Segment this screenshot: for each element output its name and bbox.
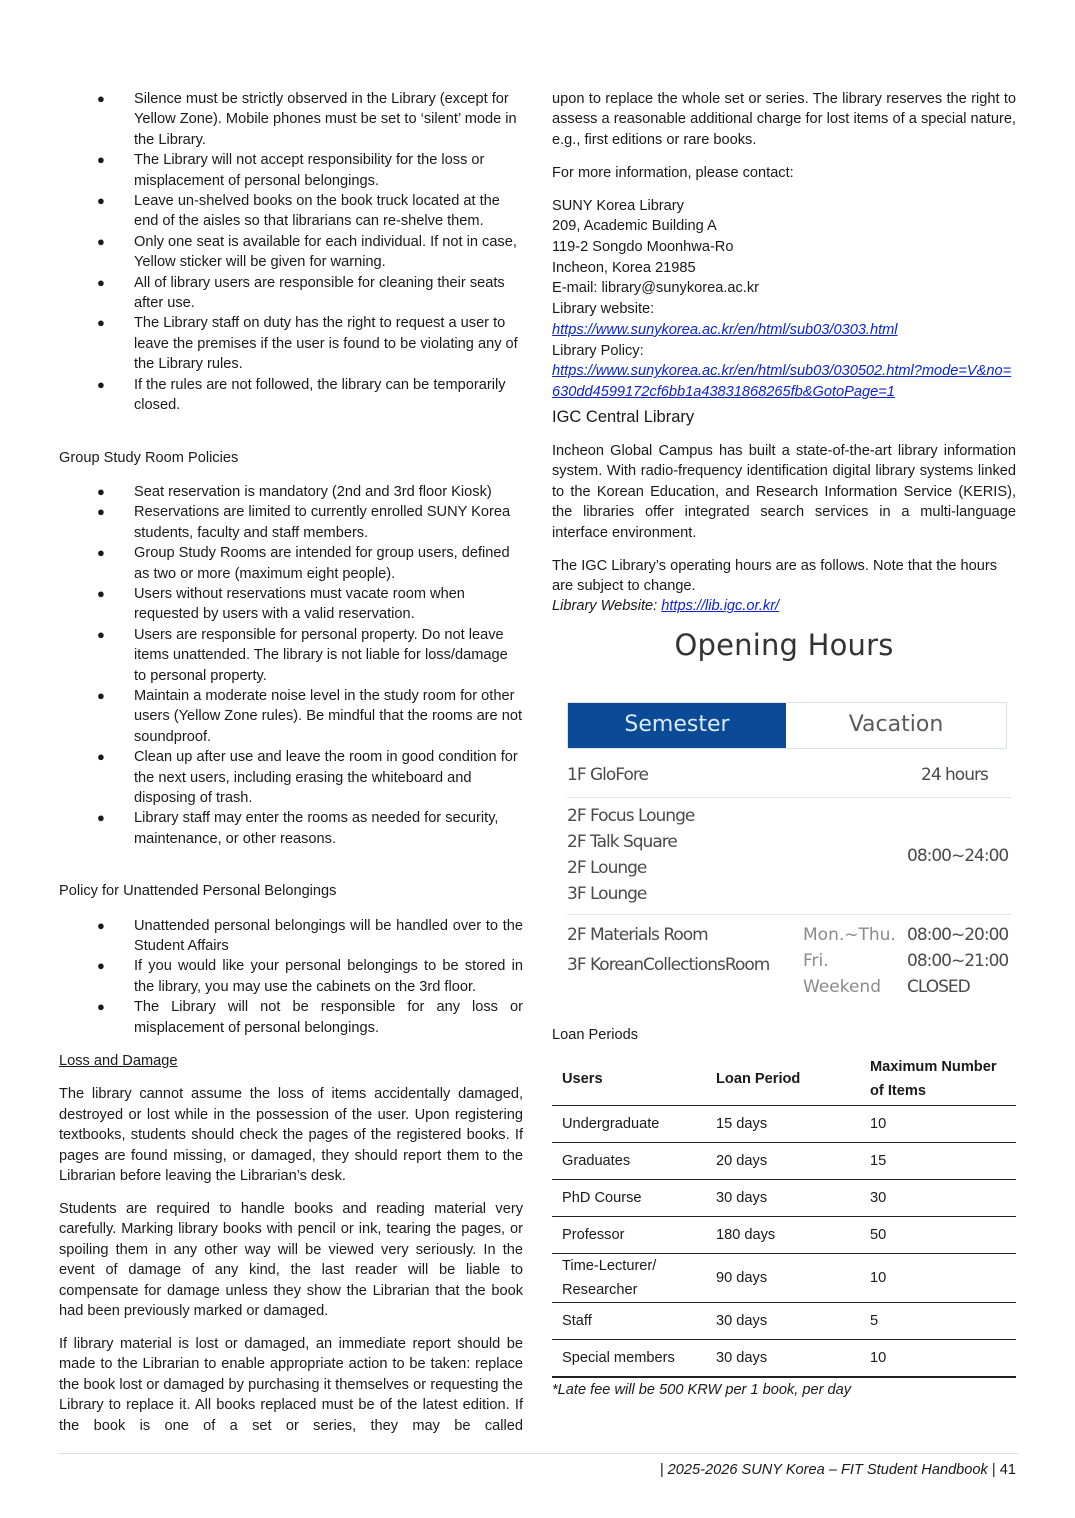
library-name: SUNY Korea Library [552, 197, 684, 214]
page-footer [660, 1460, 1016, 1480]
cell-loan-period: 30 days [706, 1303, 860, 1340]
loss-continuation: upon to replace the whole set or series. The library reserves the right to assess a reasonable additional charge for lost items of a special nature, e.g., first editions or rare books. [552, 91, 1016, 148]
hours-value: 08:00~20:00 [907, 924, 1009, 945]
cell-user: Time-Lecturer/ Researcher [552, 1254, 706, 1303]
cell-loan-period: 20 days [706, 1143, 860, 1180]
hours-row [567, 757, 1011, 797]
list-item: ● Group Study Rooms are intended for group users, defined as two or more (maximum eight people). [97, 545, 510, 582]
hours-value: 24 hours [921, 764, 988, 785]
list-item: ● Silence must be strictly observed in the Library (except for Yellow Zone). Mobile phones must be set to ‘silent’ mode in the Library. [97, 91, 517, 148]
late-fee-note: *Late fee will be 500 KRW per 1 book, per day [552, 1382, 852, 1399]
table-row [552, 1217, 1016, 1254]
hours-row [567, 914, 1011, 1005]
tab-vacation[interactable]: Vacation [786, 703, 1006, 748]
list-item: ● Users are responsible for personal property. Do not leave items unattended. The library is not liable for loss/damage to personal property. [97, 626, 508, 684]
address-line: 209, Academic Building A [552, 218, 717, 235]
day-label: Fri. [803, 950, 829, 971]
day-label: Weekend [803, 976, 881, 997]
place-name: 2F Talk Square [567, 831, 677, 852]
loss-paragraph-1: The library cannot assume the loss of items accidentally damaged, destroyed or lost while in the possession of the user. Upon registering textbooks, students should check the pages of the registered books. If pages are found missing, or damaged, they should report them to the Librarian before leaving the Librarian’s desk. [59, 1086, 523, 1185]
bullet-icon: ● [97, 626, 105, 642]
column-header: Maximum Number of Items [860, 1053, 1016, 1106]
right-column [552, 89, 1016, 1401]
group-study-list [59, 482, 523, 849]
cell-max-items: 50 [860, 1217, 1016, 1254]
email: E-mail: library@sunykorea.ac.kr [552, 280, 760, 297]
policy-label: Library Policy: [552, 342, 644, 359]
igc-description: Incheon Global Campus has built a state-of-the-art library information system. With radio-frequency identification digital library systems linked to the Korean Education, and Research Information Service (KERIS), the libraries offer integrated search services in a multi-language interface environment. [552, 443, 1016, 541]
bullet-icon: ● [97, 193, 105, 209]
igc-website-label: Library Website: [552, 598, 662, 615]
library-policy-link[interactable]: https://www.sunykorea.ac.kr/en/html/sub03/030502.html?mode=V&no=630dd4599172cf6bb1a43831868265fb&GotoPage=1 [552, 363, 1012, 400]
cell-loan-period: 15 days [706, 1106, 860, 1143]
library-rules-list [59, 89, 523, 416]
place-name: 3F KoreanCollectionsRoom [567, 954, 770, 975]
cell-loan-period: 180 days [706, 1217, 860, 1254]
list-item: ● Leave un-shelved books on the book truck located at the end of the aisles so that librarians can re-shelve them. [97, 193, 500, 230]
list-item: ● If the rules are not followed, the library can be temporarily closed. [97, 376, 506, 414]
list-item: ● If you would like your personal belongings to be stored in the library, you may use the cabinets on the 3rd floor. [97, 958, 523, 995]
table-row [552, 1303, 1016, 1340]
group-study-heading: Group Study Room Policies [59, 449, 239, 466]
cell-user: Undergraduate [552, 1106, 706, 1143]
cell-max-items: 10 [860, 1254, 1016, 1303]
table-row [552, 1340, 1016, 1378]
list-item: ● Unattended personal belongings will be handled over to the Student Affairs [97, 917, 523, 955]
bullet-icon: ● [97, 585, 105, 601]
bullet-icon: ● [97, 274, 105, 290]
bullet-icon: ● [97, 810, 105, 826]
table-header-row [552, 1053, 1016, 1106]
library-website-link[interactable]: https://www.sunykorea.ac.kr/en/html/sub03/0303.html [552, 321, 898, 338]
cell-user: Graduates [552, 1143, 706, 1180]
cell-user: Special members [552, 1340, 706, 1378]
cell-max-items: 10 [860, 1106, 1016, 1143]
day-label: Mon.~Thu. [803, 924, 896, 945]
place-name: 3F Lounge [567, 883, 647, 904]
list-item: ● Reservations are limited to currently enrolled SUNY Korea students, faculty and staff members. [97, 504, 511, 541]
cell-max-items: 15 [860, 1143, 1016, 1180]
bullet-icon: ● [97, 958, 105, 974]
hours-value: 08:00~21:00 [907, 950, 1009, 971]
cell-loan-period: 90 days [706, 1254, 860, 1303]
list-item: ● All of library users are responsible for cleaning their seats after use. [97, 274, 505, 312]
bullet-icon: ● [97, 504, 105, 520]
bullet-icon: ● [97, 152, 105, 168]
hours-value: 08:00~24:00 [907, 845, 1009, 866]
cell-user: PhD Course [552, 1180, 706, 1217]
column-header: Users [552, 1053, 706, 1106]
igc-hours-note: The IGC Library’s operating hours are as follows. Note that the hours are subject to change. [552, 557, 998, 594]
bullet-icon: ● [97, 91, 105, 106]
igc-website-link[interactable]: https://lib.igc.or.kr/ [661, 598, 780, 615]
website-label: Library website: [552, 301, 655, 318]
bullet-icon: ● [97, 749, 105, 765]
table-row [552, 1254, 1016, 1303]
bullet-icon: ● [97, 315, 105, 331]
place-name: 2F Focus Lounge [567, 805, 695, 826]
contact-intro: For more information, please contact: [552, 164, 794, 181]
list-item: ● The Library will not accept responsibility for the loss or misplacement of personal belongings. [97, 152, 485, 189]
list-item: ● Only one seat is available for each individual. If not in case, Yellow sticker will be given for warning. [97, 233, 517, 271]
bullet-icon: ● [97, 233, 105, 249]
unattended-heading: Policy for Unattended Personal Belongings [59, 883, 337, 900]
opening-hours-panel [552, 629, 1016, 999]
tab-semester[interactable]: Semester [568, 703, 786, 748]
address-line: Incheon, Korea 21985 [552, 259, 696, 276]
table-row [552, 1143, 1016, 1180]
list-item: ● The Library staff on duty has the right to request a user to leave the premises if the user is found to be violating any of the Library rules. [97, 315, 518, 373]
list-item: ● Maintain a moderate noise level in the study room for other users (Yellow Zone rules). Be mindful that the rooms are not soundproof. [97, 687, 523, 745]
bullet-icon: ● [97, 545, 105, 561]
cell-max-items: 10 [860, 1340, 1016, 1378]
loss-paragraph-3: If library material is lost or damaged, an immediate report should be made to the Librarian to enable appropriate action to be taken: replace the book lost or damaged by purchasing it themselves or requesting the Library to replace it. All books replaced must be of the latest edition. If the book is one of a set or series, they may be called [59, 1335, 523, 1434]
cell-user: Professor [552, 1217, 706, 1254]
list-item: ● The Library will not be responsible for any loss or misplacement of personal belongings. [97, 999, 523, 1036]
table-row [552, 1180, 1016, 1217]
unattended-list [59, 916, 523, 1038]
loss-paragraph-2: Students are required to handle books and reading material very carefully. Marking library books with pencil or ink, tearing the pages, or spoiling them in any other way will be viewed very seriously. In the event of damage of any kind, the last reader will be liable to compensate for damage unless they show the Librarian that the book had been previously marked or damaged. [59, 1201, 523, 1320]
bullet-icon: ● [97, 687, 105, 703]
bullet-icon: ● [97, 376, 105, 392]
cell-max-items: 30 [860, 1180, 1016, 1217]
loss-damage-heading: Loss and Damage [59, 1053, 178, 1070]
place-name: 2F Lounge [567, 857, 647, 878]
bullet-icon: ● [97, 999, 105, 1015]
cell-user: Staff [552, 1303, 706, 1340]
cell-loan-period: 30 days [706, 1180, 860, 1217]
bullet-icon: ● [97, 483, 105, 499]
footer-title: | 2025-2026 SUNY Korea – FIT Student Handbook [659, 1462, 988, 1478]
opening-hours-title: Opening Hours [674, 627, 894, 662]
loan-periods-table [552, 1053, 1016, 1378]
left-column [59, 89, 523, 1448]
igc-title: IGC Central Library [552, 407, 695, 426]
page-number: | 41 [991, 1462, 1016, 1478]
contact-address [552, 196, 1016, 403]
hours-tabs [567, 702, 1007, 749]
column-header: Loan Period [706, 1053, 860, 1106]
loan-periods-title: Loan Periods [552, 1026, 639, 1043]
list-item: ● Clean up after use and leave the room in good condition for the next users, including erasing the whiteboard and disposing of trash. [97, 749, 518, 806]
place-name: 1F GloFore [567, 764, 648, 785]
hours-value: CLOSED [907, 976, 970, 997]
cell-max-items: 5 [860, 1303, 1016, 1340]
list-item: ● Library staff may enter the rooms as needed for security, maintenance, or other reasons. [97, 810, 499, 847]
list-item: ● Users without reservations must vacate room when requested by users with a valid reservation. [97, 585, 465, 623]
place-name: 2F Materials Room [567, 924, 708, 945]
footer-divider [58, 1453, 1018, 1454]
hours-row [567, 797, 1011, 915]
bullet-icon: ● [97, 917, 105, 933]
list-item: ● Seat reservation is mandatory (2nd and 3rd floor Kiosk) [59, 482, 523, 502]
address-line: 119-2 Songdo Moonhwa-Ro [552, 239, 734, 256]
cell-loan-period: 30 days [706, 1340, 860, 1378]
table-row [552, 1106, 1016, 1143]
